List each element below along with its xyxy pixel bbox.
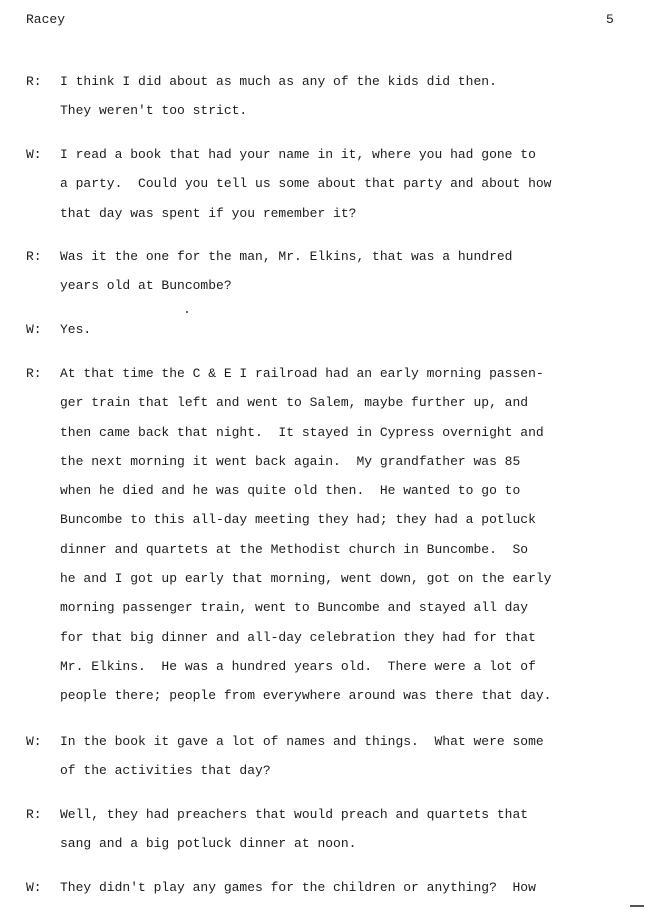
turn-text	[60, 242, 640, 301]
text-line: for that big dinner and all-day celebration they had for that	[60, 629, 536, 645]
text-line: that day was spent if you remember it?	[60, 205, 357, 221]
speaker-label: R:	[26, 249, 42, 264]
text-line: Buncombe to this all-day meeting they had; they had a potluck	[60, 512, 536, 528]
turn-text	[60, 315, 640, 344]
text-line: years old at Buncombe?	[60, 278, 232, 294]
scan-mark	[630, 905, 644, 907]
text-line: Was it the one for the man, Mr. Elkins, that was a hundred	[60, 249, 513, 264]
header-name: Racey	[26, 12, 66, 27]
turn-text	[60, 140, 640, 228]
turn-text	[60, 727, 640, 786]
text-line: sang and a big potluck dinner at noon.	[60, 836, 357, 852]
speaker-label: W:	[26, 147, 42, 162]
text-line: They didn't play any games for the children or anything? How	[60, 880, 536, 895]
text-line: They weren't too strict.	[60, 103, 248, 119]
text-line: of the activities that day?	[60, 763, 271, 779]
turn-text	[60, 67, 640, 126]
text-line: the next morning it went back again. My grandfather was 85	[60, 453, 521, 469]
turn-text	[60, 359, 640, 711]
turn-text	[60, 800, 640, 859]
text-line: Yes.	[60, 322, 92, 337]
text-line: he and I got up early that morning, went down, got on the early	[60, 571, 552, 587]
text-line: At that time the C & E I railroad had an early morning passen-	[60, 366, 544, 381]
text-line: a party. Could you tell us some about that party and about how	[60, 176, 552, 192]
text-line: dinner and quartets at the Methodist church in Buncombe. So	[60, 541, 529, 557]
speaker-label: R:	[26, 807, 42, 822]
speaker-label: W:	[26, 322, 42, 337]
text-line: In the book it gave a lot of names and things. What were some	[60, 734, 544, 749]
text-line: then came back that night. It stayed in Cypress overnight and	[60, 424, 544, 440]
text-line: people there; people from everywhere around was there that day.	[60, 688, 552, 704]
scan-speck	[186, 311, 188, 313]
turn-text	[60, 873, 640, 902]
speaker-label: W:	[26, 880, 42, 895]
text-line: I think I did about as much as any of the kids did then.	[60, 74, 497, 89]
text-line: Well, they had preachers that would preach and quartets that	[60, 807, 529, 822]
page-number: 5	[606, 12, 614, 27]
speaker-label: R:	[26, 74, 42, 89]
text-line: Mr. Elkins. He was a hundred years old. There were a lot of	[60, 658, 536, 674]
text-line: when he died and he was quite old then. He wanted to go to	[60, 483, 521, 499]
text-line: ger train that left and went to Salem, maybe further up, and	[60, 395, 529, 411]
text-line: morning passenger train, went to Buncombe and stayed all day	[60, 600, 529, 616]
speaker-label: R:	[26, 366, 42, 381]
speaker-label: W:	[26, 734, 42, 749]
text-line: I read a book that had your name in it, where you had gone to	[60, 147, 536, 162]
